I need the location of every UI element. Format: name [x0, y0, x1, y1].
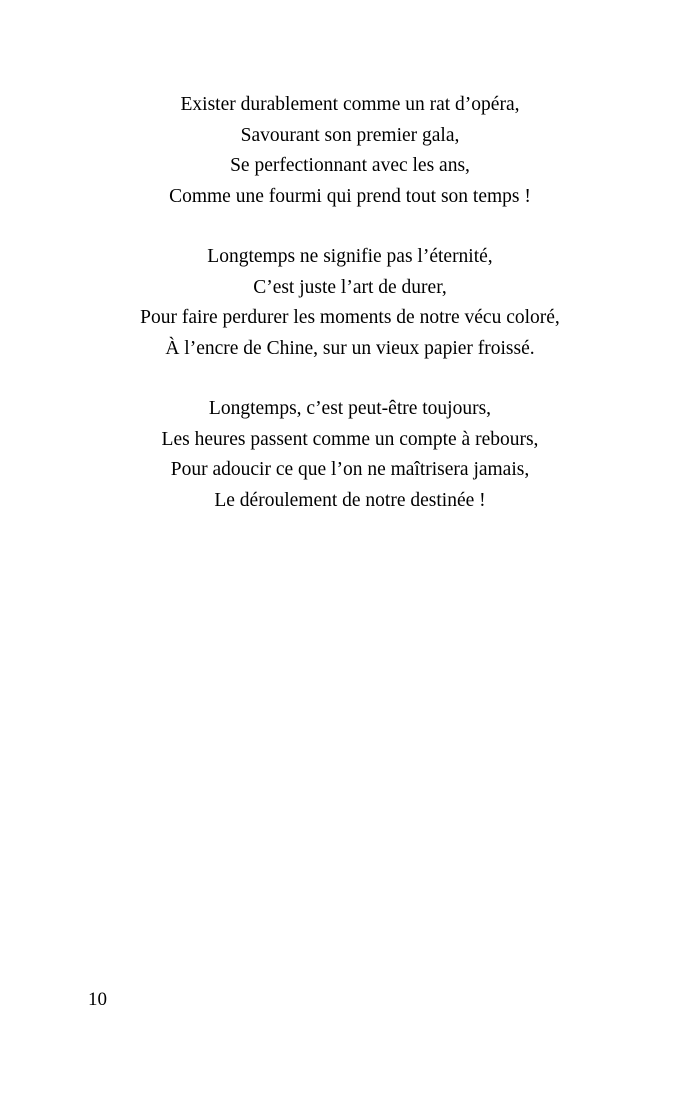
- poem-line: Le déroulement de notre destinée !: [214, 489, 486, 511]
- poem-line: Se perfectionnant avec les ans,: [230, 155, 470, 176]
- poem-line: Pour adoucir ce que l’on ne maîtrisera jamais,: [170, 459, 530, 480]
- stanza-3: [0, 394, 700, 516]
- poem-line: Comme une fourmi qui prend tout son temps !: [169, 185, 531, 207]
- stanza-2: [0, 242, 700, 364]
- poem-line: Pour faire perdurer les moments de notre vécu coloré,: [140, 307, 560, 328]
- stanza-1: [0, 90, 700, 212]
- poem-line: Les heures passent comme un compte à rebours,: [161, 428, 539, 450]
- poem-line: Exister durablement comme un rat d’opéra,: [180, 94, 520, 115]
- poem-line: C’est juste l’art de durer,: [253, 276, 447, 298]
- poem-line: Longtemps ne signifie pas l’éternité,: [207, 246, 493, 267]
- poem-line: À l’encre de Chine, sur un vieux papier froissé.: [165, 337, 535, 359]
- poem-line: Longtemps, c’est peut-être toujours,: [208, 398, 492, 419]
- poem-body: [0, 90, 700, 516]
- poem-line: Savourant son premier gala,: [240, 124, 460, 146]
- page-number: 10: [88, 989, 107, 1010]
